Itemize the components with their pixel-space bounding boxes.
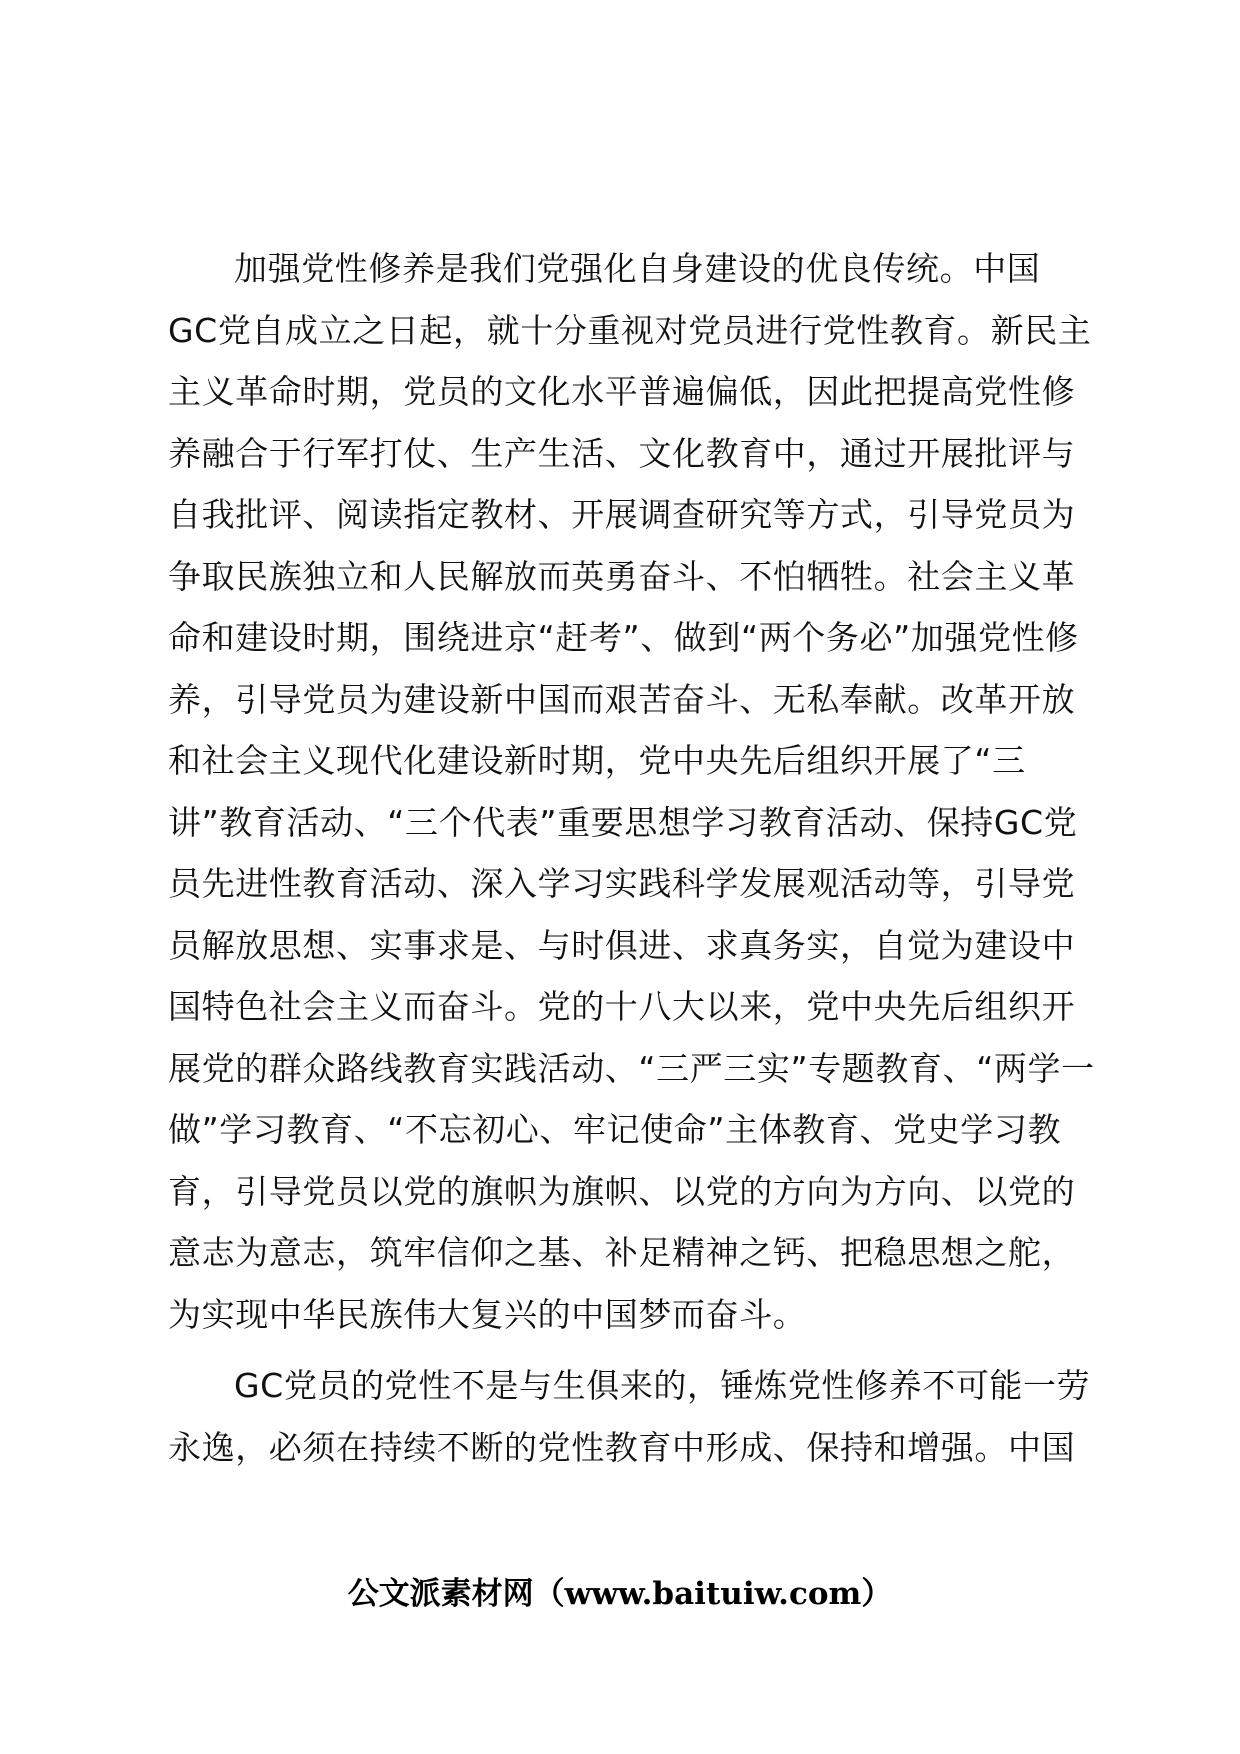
text-line: 做”学习教育、“不忘初心、牢记使命”主体教育、党史学习教 [168, 1110, 1062, 1149]
text-line: 为实现中华民族伟大复兴的中国梦而奋斗。 [168, 1294, 807, 1334]
text-line: 员先进性教育活动、深入学习实践科学发展观活动等，引导党 [168, 864, 1076, 903]
text-line: 加强党性修养是我们党强化自身建设的优良传统。中国 [234, 249, 1041, 288]
text-line: 养融合于行军打仗、生产生活、文化教育中，通过开展批评与 [168, 433, 1076, 473]
paragraph-2 [168, 1355, 1091, 1478]
text-line: 命和建设时期，围绕进京“赶考”、做到“两个务必”加强党性修 [168, 618, 1079, 657]
text-line: 讲”教育活动、“三个代表”重要思想学习教育活动、保持GC党 [168, 802, 1078, 842]
text-line: 主义革命时期，党员的文化水平普遍偏低，因此把提高党性修 [168, 372, 1076, 411]
text-line: 自我批评、阅读指定教材、开展调查研究等方式，引导党员为 [168, 495, 1076, 534]
text-line: 永逸，必须在持续不断的党性教育中形成、保持和增强。中国 [168, 1427, 1076, 1467]
text-line: 国特色社会主义而奋斗。党的十八大以来，党中央先后组织开 [168, 987, 1076, 1026]
text-line: 员解放思想、实事求是、与时俱进、求真务实，自觉为建设中 [168, 925, 1076, 965]
document-body [168, 238, 1095, 1478]
paragraph-1 [168, 238, 1095, 1345]
text-line: 意志为意志，筑牢信仰之基、补足精神之钙、把稳思想之舵， [168, 1233, 1076, 1272]
text-line: GC党员的党性不是与生俱来的，锤炼党性修养不可能一劳 [234, 1366, 1091, 1405]
page-footer-watermark: 公文派素材网（www.baituiw.com） [347, 1576, 893, 1612]
text-line: 养，引导党员为建设新中国而艰苦奋斗、无私奉献。改革开放 [168, 679, 1076, 719]
text-line: GC党自成立之日起，就十分重视对党员进行党性教育。新民主 [168, 310, 1092, 350]
text-line: 和社会主义现代化建设新时期，党中央先后组织开展了“三 [168, 741, 1026, 780]
text-line: 展党的群众路线教育实践活动、“三严三实”专题教育、“两学一 [168, 1048, 1095, 1088]
text-line: 争取民族独立和人民解放而英勇奋斗、不怕牺牲。社会主义革 [168, 556, 1076, 596]
paragraph-spacer [168, 1345, 1088, 1355]
text-line: 育，引导党员以党的旗帜为旗帜、以党的方向为方向、以党的 [168, 1171, 1076, 1211]
